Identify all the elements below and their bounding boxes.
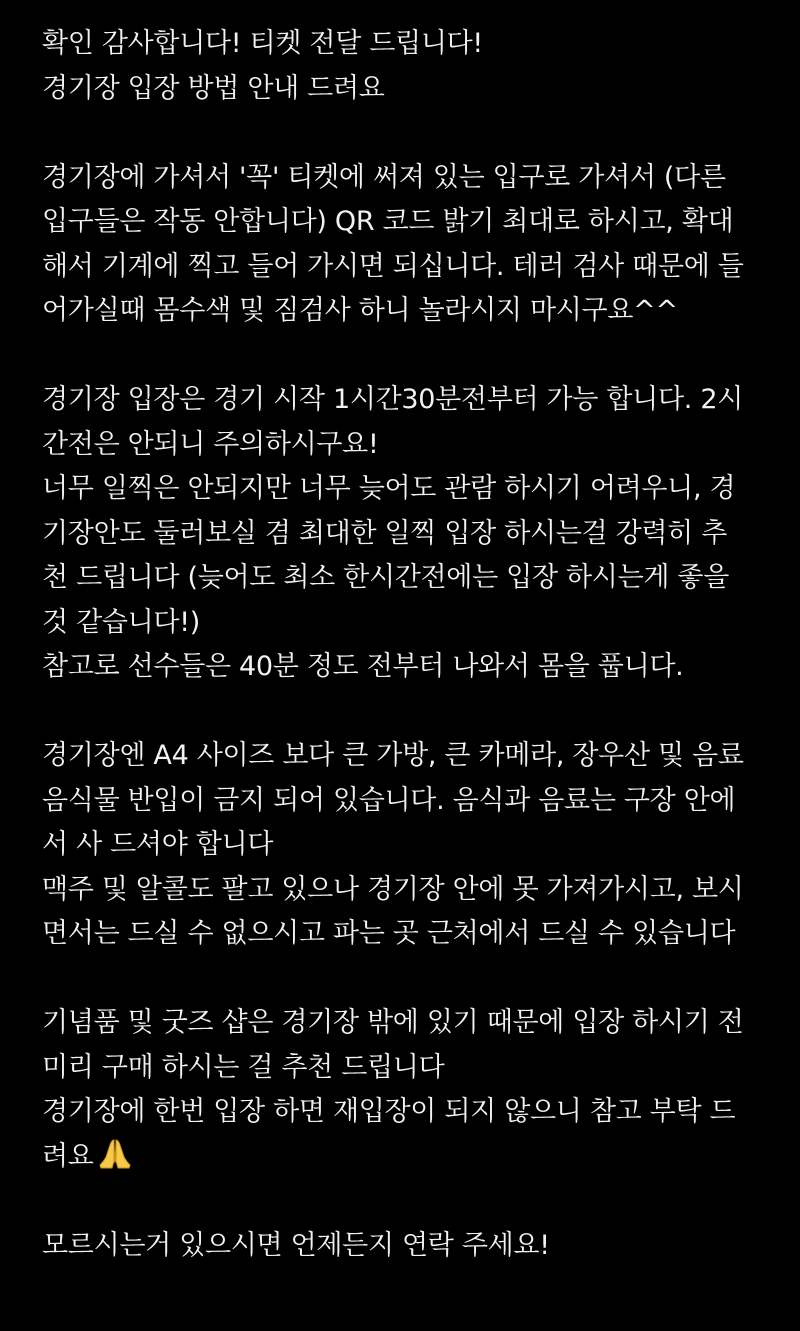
closing-paragraph — [42, 1224, 772, 1269]
text-line: 확인 감사합니다! 티켓 전달 드립니다! — [42, 28, 483, 59]
text-line: 경기장엔 A4 사이즈 보다 큰 가방, 큰 카메라, 장우산 및 음료 — [42, 740, 744, 771]
text-line: 입구들은 작동 안합니다) QR 코드 밝기 최대로 하시고, 확대 — [42, 206, 734, 237]
text-line: 것 같습니다!) — [42, 606, 200, 638]
text-line: 천 드립니다 (늦어도 최소 한시간전에는 입장 하시는게 좋을 — [42, 562, 729, 593]
text-line: 경기장 입장은 경기 시작 1시간30분전부터 가능 합니다. 2시 — [42, 384, 743, 415]
text-line: 경기장에 가셔서 '꼭' 티켓에 써져 있는 입구로 가셔서 (다른 — [42, 161, 726, 193]
text-line: 경기장에 한번 입장 하면 재입장이 되지 않으니 참고 부탁 드 — [42, 1096, 736, 1127]
goods-paragraph — [42, 1001, 772, 1179]
text-line: 기장안도 둘러보실 겸 최대한 일찍 입장 하시는걸 강력히 추 — [42, 517, 728, 549]
folded-hands-icon — [98, 1137, 132, 1186]
text-line: 미리 구매 하시는 걸 추천 드립니다 — [42, 1051, 445, 1083]
greeting-paragraph — [42, 22, 772, 111]
text-line: 어가실때 몸수색 및 짐검사 하니 놀라시지 마시구요^^ — [42, 295, 678, 326]
text-line: 기념품 및 굿즈 샵은 경기장 밖에 있기 때문에 입장 하시기 전 — [42, 1007, 744, 1038]
entrance-paragraph — [42, 156, 772, 334]
text-line: 경기장 입장 방법 안내 드려요 — [42, 72, 385, 104]
text-segment: 려요 — [42, 1140, 94, 1172]
restrictions-paragraph — [42, 734, 772, 957]
text-line: 서 사 드셔야 합니다 — [42, 829, 274, 860]
text-line: 해서 기계에 찍고 들어 가시면 되십니다. 테러 검사 때문에 들 — [42, 250, 744, 282]
text-line: 면서는 드실 수 없으시고 파는 곳 근처에서 드실 수 있습니다 — [42, 918, 736, 949]
text-line: 참고로 선수들은 40분 정도 전부터 나와서 몸을 풉니다. — [42, 651, 684, 682]
text-line: 간전은 안되니 주의하시구요! — [42, 428, 379, 460]
message-text — [42, 22, 772, 1268]
text-line: 모르시는거 있으시면 언제든지 연락 주세요! — [42, 1229, 550, 1261]
text-line: 너무 일찍은 안되지만 너무 늦어도 관람 하시기 어려우니, 경 — [42, 473, 736, 504]
timing-paragraph — [42, 378, 772, 690]
text-line: 맥주 및 알콜도 팔고 있으나 경기장 안에 못 가져가시고, 보시 — [42, 873, 744, 905]
text-line: 음식물 반입이 금지 되어 있습니다. 음식과 음료는 구장 안에 — [42, 784, 736, 816]
text-line-with-emoji — [42, 1135, 772, 1180]
